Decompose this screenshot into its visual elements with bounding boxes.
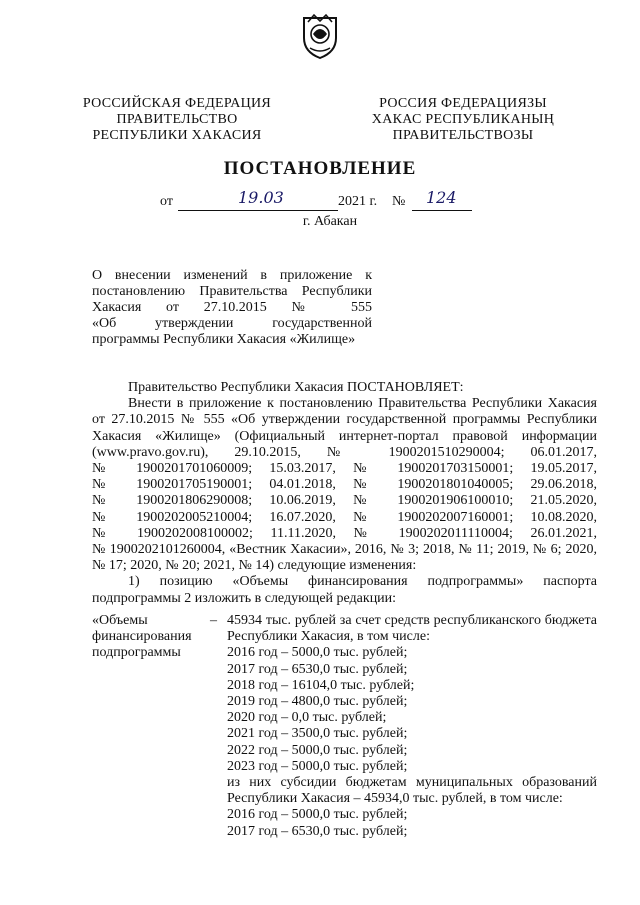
body-line: № 1900202101260004, «Вестник Хакасии», 2016, № 3; 2018, № 11; 2019, № 6; 2020, [92,542,597,558]
table-value-line: 2021 год – 3500,0 тыс. рублей; [227,726,408,742]
table-label [92,613,202,662]
table-value-line: 2017 год – 6530,0 тыс. рублей; [227,661,408,677]
subject-line: Хакасия от 27.10.2015 № 555 [92,300,372,315]
table-value-line: 2022 год – 5000,0 тыс. рублей; [227,742,408,758]
subject-line: «Об утверждении государственной [92,316,372,331]
table-value-line: 2016 год – 5000,0 тыс. рублей; [227,807,408,823]
header-left-line: ПРАВИТЕЛЬСТВО [116,112,238,127]
body-line: (www.pravo.gov.ru), 29.10.2015, № 1900201510290004; 06.01.2017, [92,444,597,460]
body-line: Внести в приложение к постановлению Правительства Республики Хакасия [128,396,597,412]
table-label-line: финансирования [92,629,192,645]
table-value-line: из них субсидии бюджетам муниципальных образований [227,775,597,791]
header-right [358,96,568,144]
subject-line: О внесении изменений в приложение к [92,268,372,283]
header-right-line: РОССИЯ ФЕДЕРАЦИЯЗЫ [379,96,547,111]
body-line: № 17; 2020, № 20; 2021, № 14) следующие изменения: [92,558,417,574]
table-value-line: 2023 год – 5000,0 тыс. рублей; [227,758,408,774]
date-year: 2021 г. [338,194,378,209]
table-value-line: 2020 год – 0,0 тыс. рублей; [227,710,387,726]
handwritten-number: 124 [426,188,457,207]
body-line: от 27.10.2015 № 555 «Об утверждении государственной программы Республики [92,412,597,428]
body-line: № 1900201701060009; 15.03.2017, № 1900201703150001; 19.05.2017, [92,461,597,477]
number-underline [412,210,472,211]
body-line: Правительство Республики Хакасия ПОСТАНОВЛЯЕТ: [128,380,464,395]
header-right-line: ХАКАС РЕСПУБЛИКАНЫҢ [371,112,555,127]
body-line: № 1900201705190001; 04.01.2018, № 1900201801040005; 29.06.2018, [92,477,597,493]
date-line [120,188,540,214]
table-value-line: 2018 год – 16104,0 тыс. рублей; [227,677,415,693]
body-line: Хакасия «Жилище» (Официальный интернет-портал правовой информации [92,428,597,444]
body-text [92,380,597,607]
table-value-line: Республики Хакасия, в том числе: [227,629,430,645]
subject-heading [92,268,372,348]
header-right-line: ПРАВИТЕЛЬСТВОЗЫ [392,128,534,143]
subject-line: постановлению Правительства Республики [92,284,372,299]
table-values [227,613,597,840]
body-line: подпрограммы 2 изложить в следующей редакции: [92,590,397,606]
coat-of-arms-emblem [300,12,340,60]
header-left-line: РЕСПУБЛИКИ ХАКАСИЯ [92,128,262,143]
date-underline [178,210,338,211]
number-sign: № [392,194,406,209]
table-value-line: 2016 год – 5000,0 тыс. рублей; [227,645,408,661]
table-label-line: подпрограммы [92,645,181,661]
header-left [72,96,282,144]
body-line: № 1900202005210004; 16.07.2020, № 1900202007160001; 10.08.2020, [92,509,597,525]
city: г. Абакан [302,214,358,229]
table-label-line: «Объемы [92,613,148,628]
body-line: 1) позицию «Объемы финансирования подпрограммы» паспорта [128,574,597,590]
body-line: № 1900201806290008; 10.06.2019, № 1900201906100010; 21.05.2020, [92,493,597,509]
table-value-line: Республики Хакасия – 45934,0 тыс. рублей, в том числе: [227,791,563,807]
subject-line: программы Республики Хакасия «Жилище» [92,332,356,347]
header-left-line: РОССИЙСКАЯ ФЕДЕРАЦИЯ [82,96,272,111]
body-line: № 1900202008100002; 11.11.2020, № 1900202011110004; 26.01.2021, [92,525,597,541]
date-prefix: от [160,194,173,209]
table-value-line: 45934 тыс. рублей за счет средств республиканского бюджета [227,613,597,628]
handwritten-date: 19.03 [238,188,284,207]
document-title: ПОСТАНОВЛЕНИЕ [223,158,417,179]
table-value-line: 2017 год – 6530,0 тыс. рублей; [227,823,408,839]
table-value-line: 2019 год – 4800,0 тыс. рублей; [227,694,408,710]
table-dash: – [210,613,217,628]
